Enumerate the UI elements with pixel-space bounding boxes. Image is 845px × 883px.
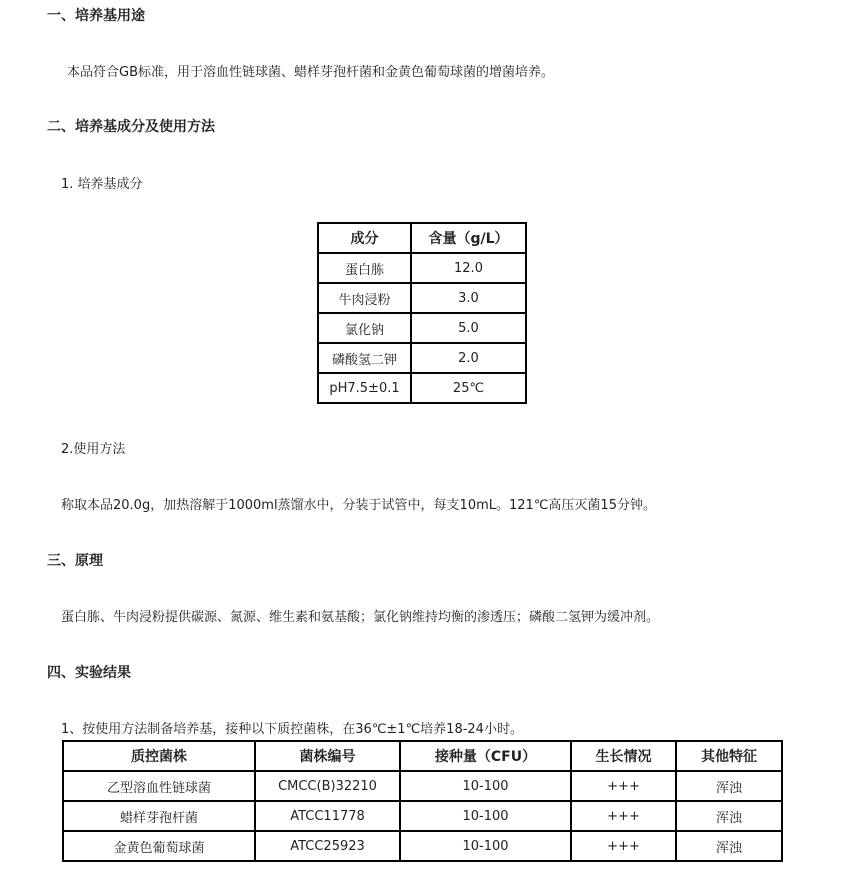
- table-header-cell: 菌株编号: [255, 741, 400, 771]
- table-header-cell: 生长情况: [571, 741, 676, 771]
- section-1-title: 一、培养基用途: [47, 8, 145, 24]
- table-cell: ATCC11778: [255, 801, 400, 831]
- table-cell: 10-100: [400, 831, 571, 861]
- table-cell: 3.0: [411, 283, 526, 313]
- table-cell: 氯化钠: [318, 313, 411, 343]
- section-3-text: 蛋白胨、牛肉浸粉提供碳源、氮源、维生素和氨基酸；氯化钠维持均衡的渗透压；磷酸二氢钾为缓冲剂。: [61, 610, 660, 625]
- table-cell: 浑浊: [676, 801, 782, 831]
- table-cell: +++: [571, 801, 676, 831]
- section-2-title: 二、培养基成分及使用方法: [47, 119, 215, 135]
- table-cell: 磷酸氢二钾: [318, 343, 411, 373]
- qc-strain-table: [62, 740, 783, 862]
- table-cell: 浑浊: [676, 771, 782, 801]
- table-cell: 金黄色葡萄球菌: [63, 831, 255, 861]
- table-header-cell: 其他特征: [676, 741, 782, 771]
- table-cell: 蛋白胨: [318, 253, 411, 283]
- table-row: [318, 283, 526, 313]
- table-header-row: [318, 223, 526, 253]
- composition-subtitle: 1. 培养基成分: [61, 177, 143, 192]
- table-cell: +++: [571, 771, 676, 801]
- table-row: [63, 801, 782, 831]
- table-row: [318, 253, 526, 283]
- table-cell: CMCC(B)32210: [255, 771, 400, 801]
- table-header-cell: 质控菌株: [63, 741, 255, 771]
- table-row: [318, 373, 526, 403]
- section-3-title: 三、原理: [47, 553, 103, 569]
- table-cell: 25℃: [411, 373, 526, 403]
- table-row: [318, 313, 526, 343]
- table-header-cell: 成分: [318, 223, 411, 253]
- table-cell: 12.0: [411, 253, 526, 283]
- table-cell: 2.0: [411, 343, 526, 373]
- table-row: [63, 831, 782, 861]
- table-cell: +++: [571, 831, 676, 861]
- table-cell: 10-100: [400, 771, 571, 801]
- table-row: [63, 771, 782, 801]
- method-subtitle: 2.使用方法: [61, 442, 126, 457]
- composition-table: [317, 222, 527, 404]
- table-header-cell: 接种量（CFU）: [400, 741, 571, 771]
- section-4-text: 1、按使用方法制备培养基，接种以下质控菌株，在36℃±1℃培养18-24小时。: [61, 722, 523, 737]
- table-row: [318, 343, 526, 373]
- table-cell: pH7.5±0.1: [318, 373, 411, 403]
- table-cell: 10-100: [400, 801, 571, 831]
- table-cell: ATCC25923: [255, 831, 400, 861]
- method-text: 称取本品20.0g，加热溶解于1000ml蒸馏水中，分装于试管中，每支10mL。121℃高压灭菌15分钟。: [61, 498, 656, 513]
- table-cell: 5.0: [411, 313, 526, 343]
- section-1-text: 本品符合GB标准，用于溶血性链球菌、蜡样芽孢杆菌和金黄色葡萄球菌的增菌培养。: [67, 65, 554, 80]
- table-header-cell: 含量（g/L）: [411, 223, 526, 253]
- section-4-title: 四、实验结果: [47, 665, 131, 681]
- table-cell: 牛肉浸粉: [318, 283, 411, 313]
- table-cell: 乙型溶血性链球菌: [63, 771, 255, 801]
- table-cell: 浑浊: [676, 831, 782, 861]
- table-cell: 蜡样芽孢杆菌: [63, 801, 255, 831]
- table-header-row: [63, 741, 782, 771]
